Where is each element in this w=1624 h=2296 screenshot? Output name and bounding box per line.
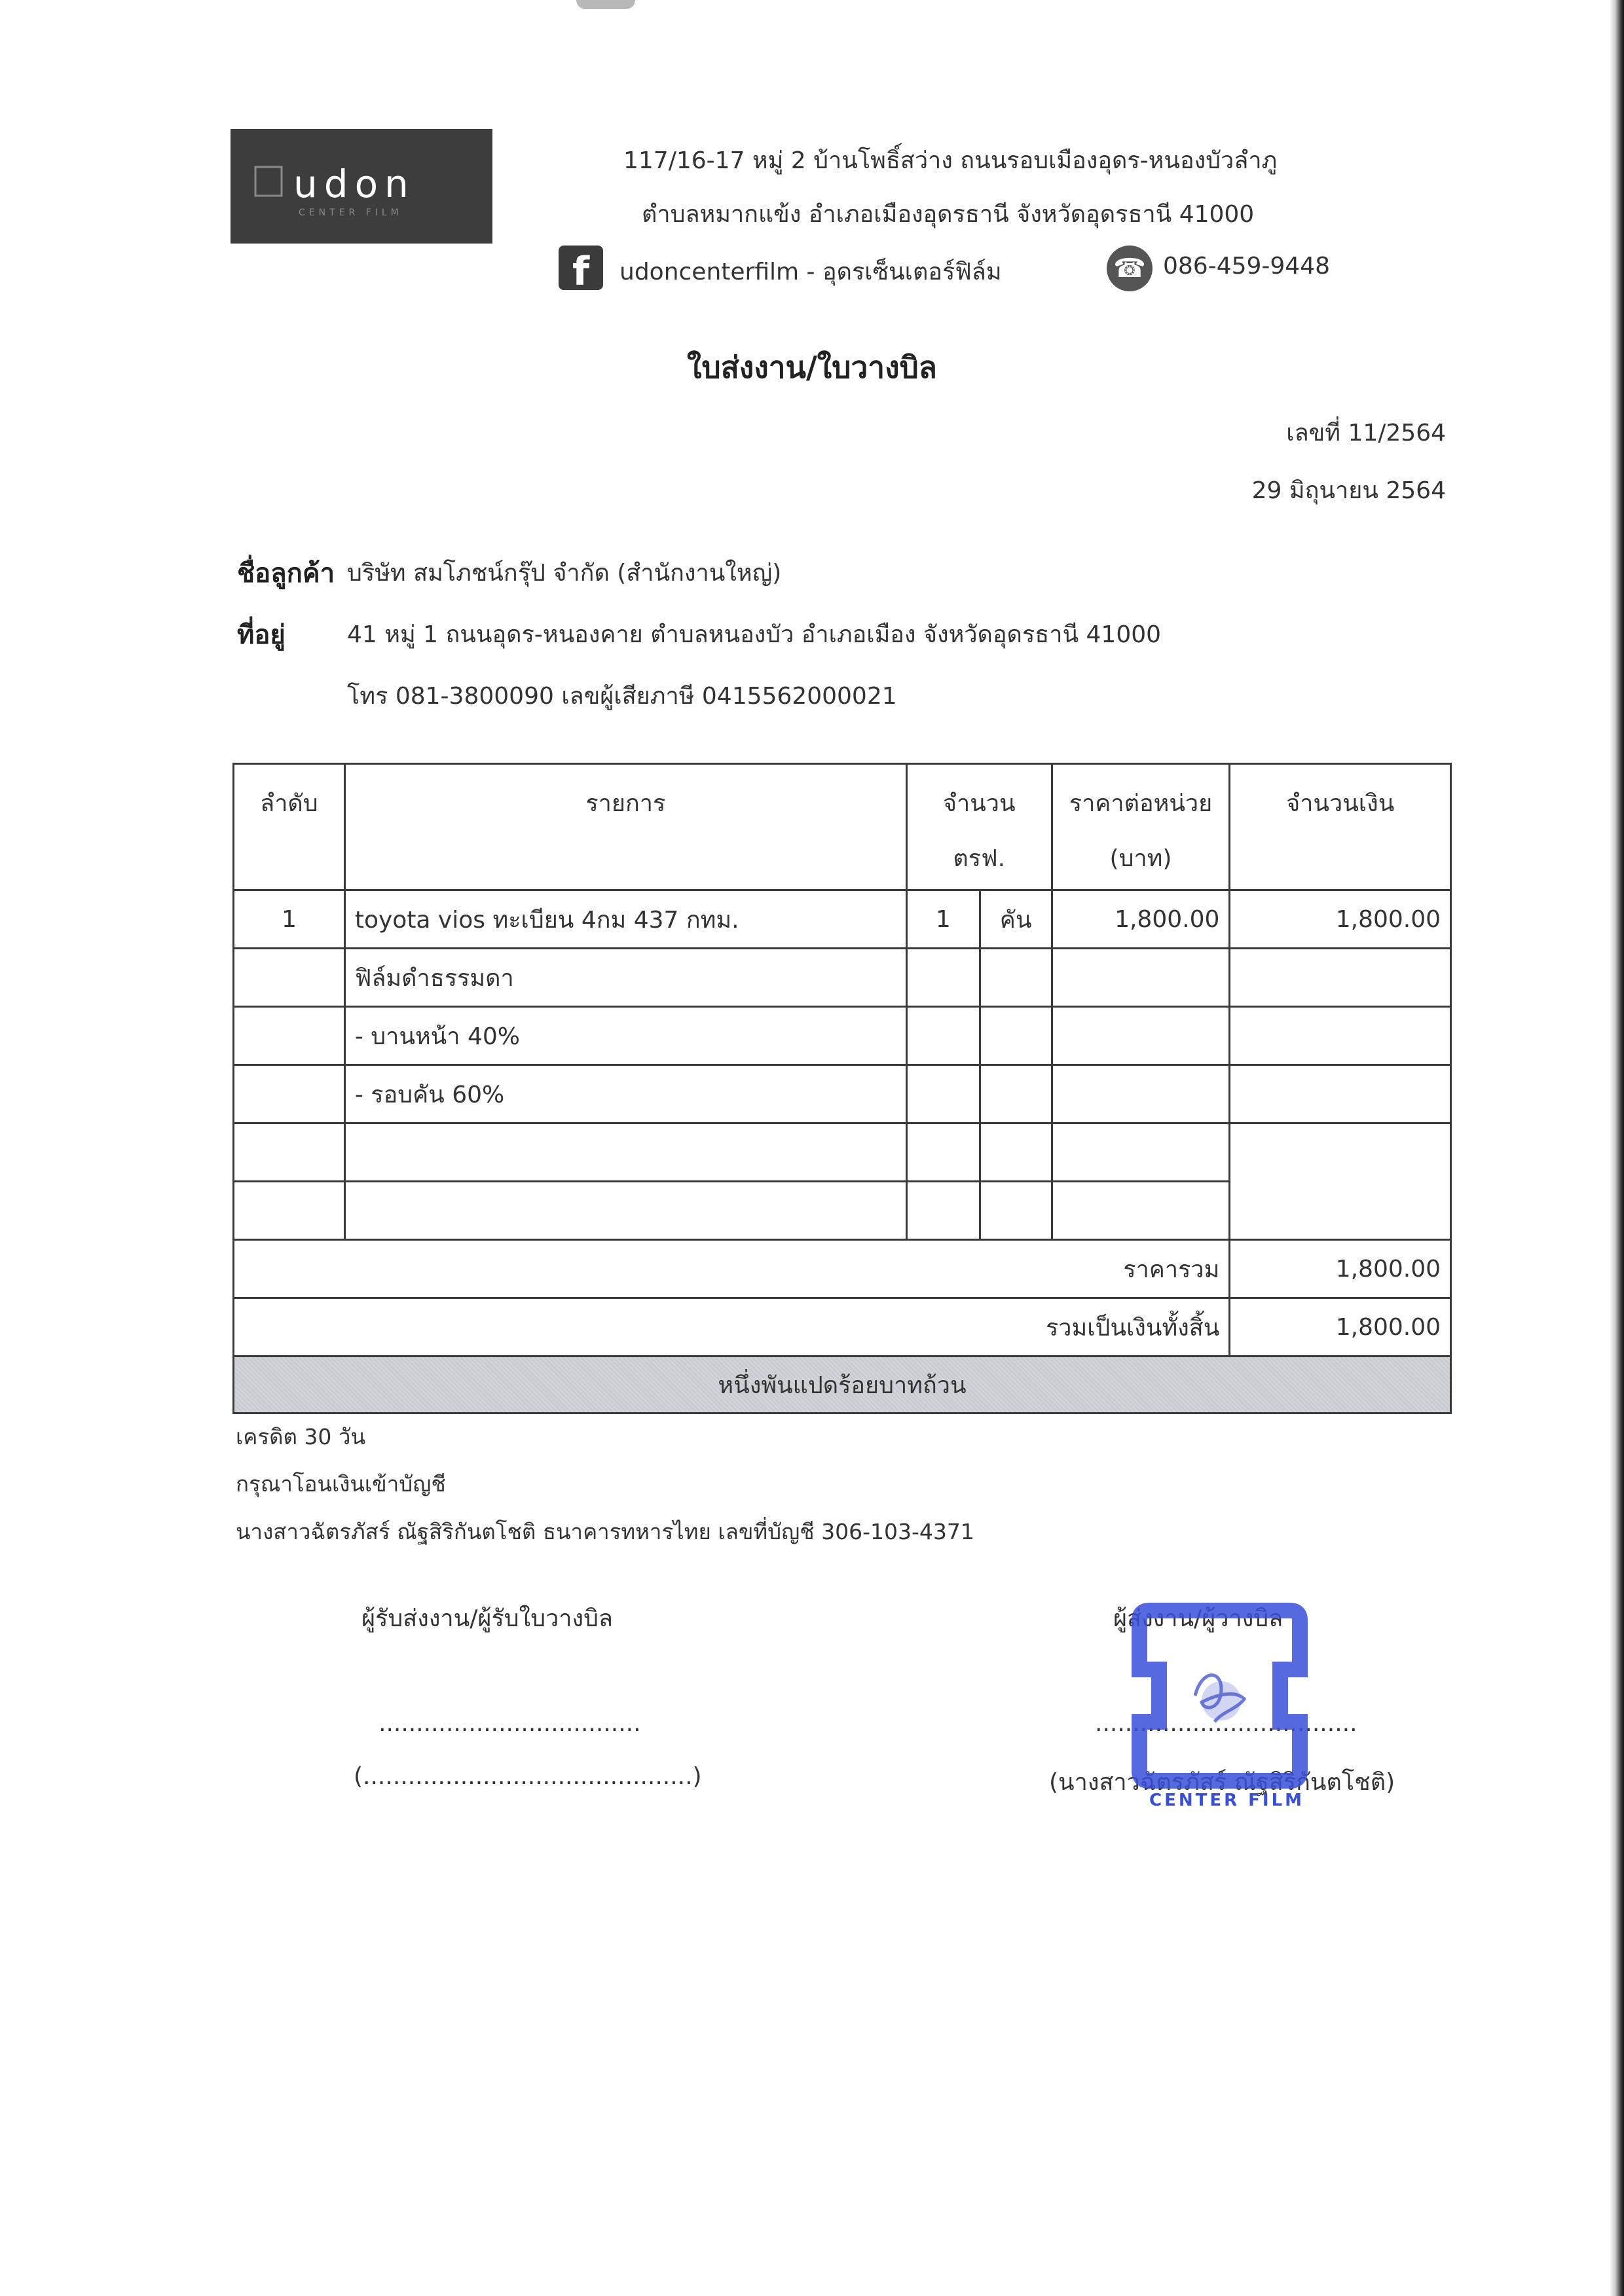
customer-name-label: ชื่อลูกค้า — [237, 558, 335, 589]
items-table — [232, 763, 1452, 1414]
table-header-row — [234, 764, 1451, 890]
subtotal-label: ราคารวม — [234, 1240, 1230, 1298]
amount-in-words: หนึ่งพันแปดร้อยบาทถ้วน — [234, 1357, 1451, 1413]
subtotal-row — [234, 1240, 1451, 1298]
row-unit-price: 1,800.00 — [1052, 890, 1230, 949]
row-unit-price — [1052, 1007, 1230, 1065]
row-qty: 1 — [906, 890, 980, 949]
row-no — [234, 949, 345, 1007]
logo-wordmark: udon — [293, 162, 415, 206]
customer-address-label: ที่อยู่ — [237, 620, 286, 650]
receiver-label: ผู้รับส่งงาน/ผู้รับใบวางบิล — [361, 1605, 613, 1632]
sender-name-line: (นางสาวฉัตรภัสร์ ณัฐสิริกันตโชติ) — [1049, 1769, 1395, 1796]
header-no: ลำดับ — [234, 764, 345, 890]
phone-icon: ☎ — [1107, 246, 1153, 291]
receiver-name-line: (............................................) — [354, 1763, 702, 1790]
header-unit-price-line2: (บาท) — [1109, 845, 1172, 872]
row-no — [234, 1182, 345, 1240]
header-qty-line1: จำนวน — [942, 790, 1016, 817]
table-row — [234, 1123, 1451, 1182]
row-unit — [980, 1065, 1052, 1123]
logo-subtitle: CENTER FILM — [299, 208, 403, 218]
row-item — [344, 1123, 906, 1182]
row-qty — [906, 1182, 980, 1240]
customer-address: 41 หมู่ 1 ถนนอุดร-หนองคาย ตำบลหนองบัว อำเภอเมือง จังหวัดอุดรธานี 41000 — [347, 621, 1162, 648]
scan-artifact — [576, 0, 635, 9]
document-date: 29 มิถุนายน 2564 — [1251, 477, 1446, 504]
header-qty-line2: ตรฟ. — [953, 845, 1006, 872]
total-value: 1,800.00 — [1230, 1298, 1451, 1357]
header-item: รายการ — [344, 764, 906, 890]
header-unit-price — [1052, 764, 1230, 890]
transfer-note: กรุณาโอนเงินเข้าบัญชี — [236, 1471, 446, 1497]
row-no — [234, 1123, 345, 1182]
header-amount: จำนวนเงิน — [1230, 764, 1451, 890]
row-item: ฟิล์มดำธรรมดา — [344, 949, 906, 1007]
table-row — [234, 1007, 1451, 1065]
header-unit-price-line1: ราคาต่อหน่วย — [1069, 790, 1213, 817]
customer-name: บริษัท สมโภชน์กรุ๊ป จำกัด (สำนักงานใหญ่) — [347, 560, 782, 587]
row-unit: คัน — [980, 890, 1052, 949]
row-unit — [980, 1182, 1052, 1240]
company-stamp — [1123, 1597, 1320, 1813]
row-item: toyota vios ทะเบียน 4กม 437 กทม. — [344, 890, 906, 949]
total-row — [234, 1298, 1451, 1357]
company-address-line1: 117/16-17 หมู่ 2 บ้านโพธิ์สว่าง ถนนรอบเมืองอุดร-หนองบัวลำภู — [623, 147, 1278, 174]
sender-label: ผู้ส่งงาน/ผู้วางบิล — [1113, 1605, 1283, 1632]
row-item: - บานหน้า 40% — [344, 1007, 906, 1065]
subtotal-value: 1,800.00 — [1230, 1240, 1451, 1298]
row-no: 1 — [234, 890, 345, 949]
row-unit — [980, 1123, 1052, 1182]
company-logo — [231, 129, 492, 244]
row-amount — [1230, 1065, 1451, 1123]
receiver-signature-line: ................................... — [378, 1710, 641, 1737]
table-row — [234, 1065, 1451, 1123]
sender-signature-line: ................................... — [1095, 1710, 1357, 1737]
row-no — [234, 1065, 345, 1123]
stamp-text: CENTER FILM — [1149, 1791, 1305, 1810]
amount-in-words-row — [234, 1357, 1451, 1413]
row-unit — [980, 949, 1052, 1007]
account-note: นางสาวฉัตรภัสร์ ณัฐสิริกันตโชติ ธนาคารทหารไทย เลขที่บัญชี 306-103-4371 — [236, 1519, 974, 1544]
row-no — [234, 1007, 345, 1065]
table-row — [234, 949, 1451, 1007]
facebook-name: udoncenterfilm - อุดรเซ็นเตอร์ฟิล์ม — [619, 259, 1002, 285]
company-phone: 086-459-9448 — [1163, 253, 1331, 280]
row-qty — [906, 1007, 980, 1065]
row-qty — [906, 1065, 980, 1123]
row-unit-price — [1052, 949, 1230, 1007]
row-unit-price — [1052, 1065, 1230, 1123]
document-title: ใบส่งงาน/ใบวางบิล — [687, 350, 937, 385]
row-unit — [980, 1007, 1052, 1065]
facebook-icon: f — [559, 246, 603, 290]
row-item — [344, 1182, 906, 1240]
row-item: - รอบคัน 60% — [344, 1065, 906, 1123]
row-unit-price — [1052, 1182, 1230, 1240]
row-amount — [1230, 1007, 1451, 1065]
row-qty — [906, 1123, 980, 1182]
row-amount — [1230, 1123, 1451, 1240]
total-label: รวมเป็นเงินทั้งสิ้น — [234, 1298, 1230, 1357]
company-address-line2: ตำบลหมากแข้ง อำเภอเมืองอุดรธานี จังหวัดอุดรธานี 41000 — [642, 201, 1255, 228]
customer-contact: โทร 081-3800090 เลขผู้เสียภาษี 0415562000021 — [347, 683, 897, 710]
credit-note: เครดิต 30 วัน — [236, 1424, 365, 1449]
row-unit-price — [1052, 1123, 1230, 1182]
stamp-icon — [1123, 1597, 1320, 1794]
row-amount — [1230, 949, 1451, 1007]
header-qty — [906, 764, 1052, 890]
document-number: เลขที่ 11/2564 — [1286, 420, 1446, 446]
row-amount: 1,800.00 — [1230, 890, 1451, 949]
table-row — [234, 890, 1451, 949]
row-qty — [906, 949, 980, 1007]
